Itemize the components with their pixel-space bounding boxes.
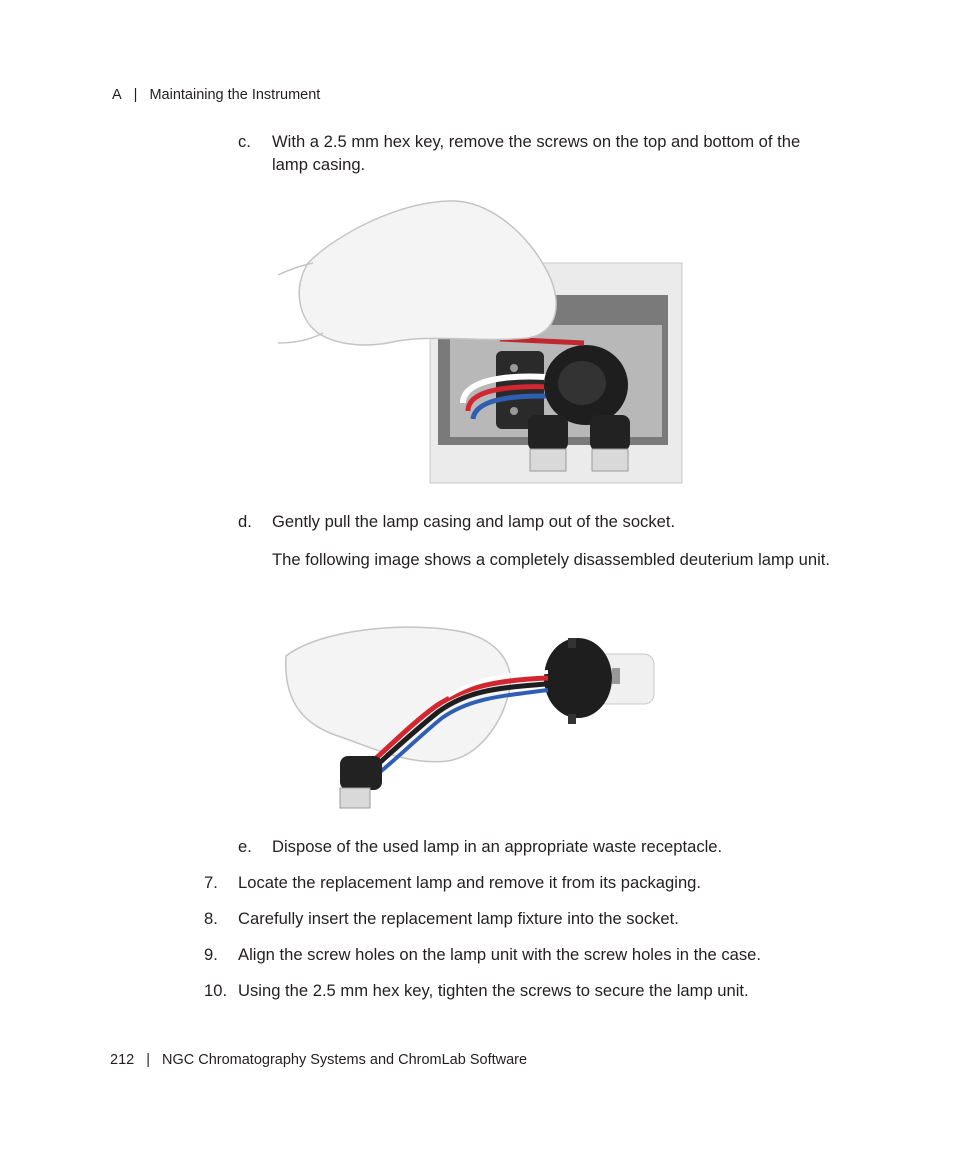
- casing-tab: [568, 714, 576, 724]
- step-number: 9.: [204, 945, 218, 964]
- step-number: 8.: [204, 909, 218, 928]
- step-text: Using the 2.5 mm hex key, tighten the screws to secure the lamp unit.: [238, 981, 749, 1000]
- page-number: 212: [110, 1052, 135, 1068]
- casing-tab: [568, 638, 576, 648]
- step-number: 7.: [204, 873, 218, 892]
- fitting: [340, 788, 370, 808]
- step-label: d.: [238, 512, 252, 531]
- step-text: Locate the replacement lamp and remove it from its packaging.: [238, 873, 702, 892]
- figure-disassembled-lamp: [278, 616, 658, 816]
- footer-separator: |: [146, 1052, 150, 1068]
- elbow-connector: [590, 415, 630, 451]
- footer-title: NGC Chromatography Systems and ChromLab Software: [161, 1052, 528, 1068]
- elbow-connector: [340, 756, 382, 790]
- glove-cuff-line: [278, 333, 323, 343]
- lamp-filament: [612, 668, 620, 684]
- lamp-casing: [544, 638, 612, 718]
- lamp-casing-center: [558, 361, 606, 405]
- step-text: With a 2.5 mm hex key, remove the screws on the top and bottom of the lamp casing.: [272, 132, 801, 174]
- step-number: 10.: [204, 981, 228, 1000]
- screw-icon: [510, 364, 518, 372]
- step-text: Align the screw holes on the lamp unit with the screw holes in the case.: [238, 945, 761, 964]
- step-text: Gently pull the lamp casing and lamp out of the socket.: [272, 512, 676, 531]
- elbow-connector: [528, 415, 568, 451]
- fitting: [530, 449, 566, 471]
- running-header: [112, 87, 320, 103]
- fitting: [592, 449, 628, 471]
- gloved-hand: [299, 201, 556, 345]
- screw-icon: [510, 407, 518, 415]
- step-text: Dispose of the used lamp in an appropriate waste receptacle.: [272, 837, 723, 856]
- step-text: Carefully insert the replacement lamp fixture into the socket.: [238, 909, 679, 928]
- lamp-casing-illustration: [278, 193, 690, 489]
- step-label: e.: [238, 837, 252, 856]
- header-separator: |: [133, 87, 138, 103]
- disassembled-lamp-illustration: [278, 616, 658, 816]
- step-label: c.: [238, 132, 251, 151]
- figure-remove-screws: [278, 193, 690, 489]
- running-footer: [110, 1052, 527, 1068]
- header-section-letter: A: [112, 87, 122, 103]
- header-title: Maintaining the Instrument: [149, 87, 321, 103]
- step-d-note: The following image shows a completely disassembled deuterium lamp unit.: [272, 550, 831, 569]
